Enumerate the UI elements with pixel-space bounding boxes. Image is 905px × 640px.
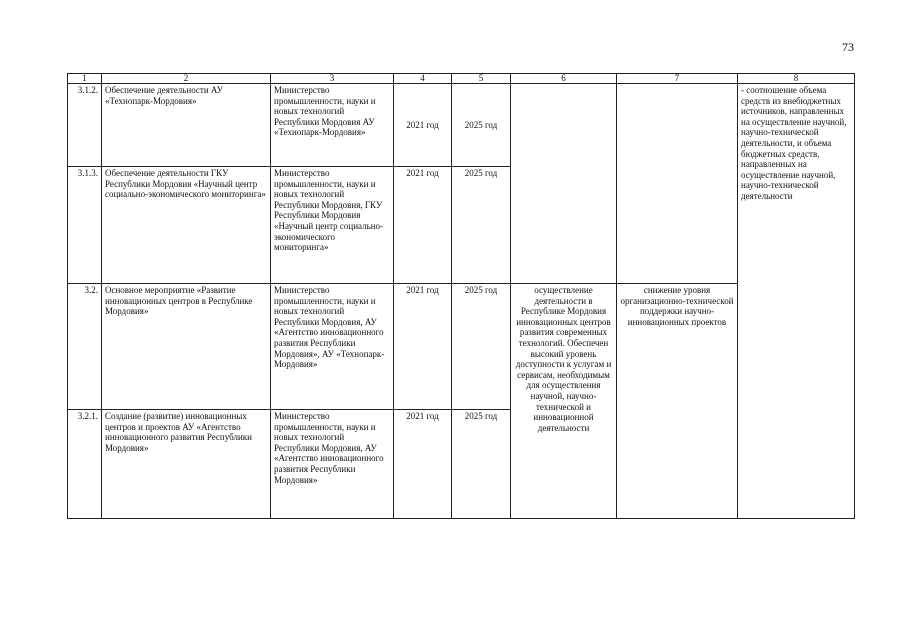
- row-number: 3.1.3.: [68, 167, 102, 284]
- header-cell-5: 5: [452, 74, 511, 84]
- header-cell-2: 2: [102, 74, 271, 84]
- row-number: 3.2.: [68, 284, 102, 410]
- end-year: 2025 год: [452, 167, 511, 284]
- expected-result-empty: [511, 84, 617, 284]
- expected-result-cell: осуществление деятельности в Республике Мордовия инновационных центров развития современных технологий. Обеспечен высокий уровень доступности к услугам и сервисам, необходимым для осуществления научной, научно-технической и инновационной деятельности: [511, 284, 617, 519]
- table-row: [68, 84, 855, 167]
- header-cell-1: 1: [68, 74, 102, 84]
- measure-name: Создание (развитие) инновационных центров и проектов АУ «Агентство инновационного развития Республики Мордовия»: [102, 410, 271, 519]
- end-year: 2025 год: [452, 284, 511, 410]
- start-year: 2021 год: [394, 84, 452, 167]
- measure-name: Основное мероприятие «Развитие инновационных центров в Республике Мордовия»: [102, 284, 271, 410]
- consequences-cell: снижение уровня организационно-технической поддержки научно-инновационных проектов: [617, 284, 738, 519]
- page-number: 73: [842, 40, 854, 54]
- start-year: 2021 год: [394, 167, 452, 284]
- end-year: 2025 год: [452, 410, 511, 519]
- end-year: 2025 год: [452, 84, 511, 167]
- header-cell-4: 4: [394, 74, 452, 84]
- measure-name: Обеспечение деятельности АУ «Технопарк-Мордовия»: [102, 84, 271, 167]
- executor: Министерство промышленности, науки и новых технологий Республики Мордовия, ГКУ Республики Мордовия «Научный центр социально-экономического мониторинга»: [271, 167, 394, 284]
- measure-name: Обеспечение деятельности ГКУ Республики Мордовия «Научный центр социально-экономического мониторинга»: [102, 167, 271, 284]
- executor: Министерство промышленности, науки и новых технологий Республики Мордовия АУ «Технопарк-Мордовия»: [271, 84, 394, 167]
- indicator-cell: - соотношение объема средств из внебюджетных источников, направленных на осуществление научной, научно-технической деятельности, и объема бюджетных средств, направленных на осуществление научной, научно-технической деятельности: [738, 84, 855, 519]
- executor: Министерство промышленности, науки и новых технологий Республики Мордовия, АУ «Агентство инновационного развития Республики Мордовия», АУ «Технопарк-Мордовия»: [271, 284, 394, 410]
- header-row: [68, 74, 855, 84]
- header-cell-7: 7: [617, 74, 738, 84]
- row-number: 3.2.1.: [68, 410, 102, 519]
- row-number: 3.1.2.: [68, 84, 102, 167]
- header-cell-3: 3: [271, 74, 394, 84]
- measures-table: [67, 73, 855, 519]
- header-cell-6: 6: [511, 74, 617, 84]
- start-year: 2021 год: [394, 284, 452, 410]
- start-year: 2021 год: [394, 410, 452, 519]
- header-cell-8: 8: [738, 74, 855, 84]
- consequences-empty: [617, 84, 738, 284]
- table-row: [68, 284, 855, 410]
- executor: Министерство промышленности, науки и новых технологий Республики Мордовия, АУ «Агентство инновационного развития Республики Мордовия»: [271, 410, 394, 519]
